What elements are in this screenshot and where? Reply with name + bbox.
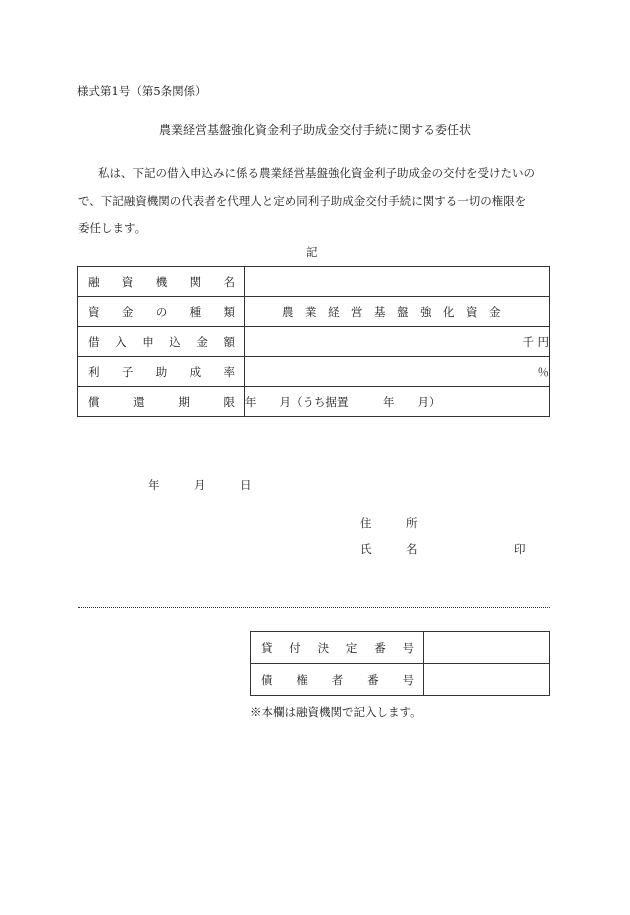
table-row bbox=[251, 664, 550, 696]
value-char: 業 bbox=[305, 304, 328, 319]
label-char: 債 bbox=[261, 672, 273, 687]
fund-type-label bbox=[78, 297, 245, 327]
label-char: 限 bbox=[223, 394, 235, 409]
ki-heading: 記 bbox=[306, 245, 318, 259]
label-char: 借 bbox=[88, 334, 100, 349]
label-char: 貸 bbox=[261, 640, 273, 655]
label-char: 番 bbox=[374, 640, 386, 655]
label-char: 種 bbox=[189, 304, 202, 319]
form-number: 様式第1号（第5条関係） bbox=[77, 84, 207, 98]
subsidy-rate-field[interactable]: ％ bbox=[245, 357, 550, 387]
body-line-3: 委任します。 bbox=[78, 221, 147, 235]
label-char: 融 bbox=[88, 274, 100, 289]
label-char: 申 bbox=[142, 334, 154, 349]
creditor-number-field[interactable] bbox=[424, 664, 550, 696]
date-field[interactable]: 年 月 日 bbox=[148, 478, 252, 492]
label-char: 名 bbox=[223, 274, 235, 289]
repayment-term-label bbox=[78, 387, 245, 417]
table-row bbox=[78, 327, 550, 357]
loan-decision-table bbox=[250, 631, 550, 696]
value-char: 営 bbox=[351, 304, 374, 319]
label-char: 期 bbox=[178, 394, 190, 409]
loan-info-table bbox=[77, 266, 550, 417]
label-char: 決 bbox=[317, 640, 330, 655]
label-char: 者 bbox=[331, 672, 344, 687]
body-line-2: で、下記融資機関の代表者を代理人と定め同利子助成金交付手続に関する一切の権限を bbox=[78, 193, 527, 208]
fund-type-value bbox=[245, 297, 550, 327]
label-char: 関 bbox=[189, 274, 202, 289]
label-char: 資 bbox=[88, 304, 100, 319]
label-char: 番 bbox=[367, 672, 379, 687]
label-char: 込 bbox=[169, 334, 181, 349]
label-char: 号 bbox=[402, 640, 414, 655]
label-char: 金 bbox=[121, 304, 134, 319]
label-char: 償 bbox=[88, 394, 100, 409]
loan-amount-label bbox=[78, 327, 245, 357]
label-char: の bbox=[155, 304, 168, 319]
financial-institution-label bbox=[78, 267, 245, 297]
footnote: ※本欄は融資機関で記入します。 bbox=[250, 705, 422, 719]
value-char: 資 bbox=[466, 304, 489, 319]
label-char: 額 bbox=[223, 334, 235, 349]
loan-amount-field[interactable]: 千 円 bbox=[245, 327, 550, 357]
cut-line-divider bbox=[78, 607, 550, 608]
label-char: 利 bbox=[88, 364, 100, 379]
label-char: 率 bbox=[223, 364, 235, 379]
label-char: 成 bbox=[189, 364, 202, 379]
document-title: 農業経営基盤強化資金利子助成金交付手続に関する委任状 bbox=[158, 123, 471, 137]
table-row bbox=[78, 387, 550, 417]
table-row bbox=[251, 632, 550, 664]
label-char: 機 bbox=[155, 274, 168, 289]
value-char: 強 bbox=[420, 304, 443, 319]
label-char: 入 bbox=[115, 334, 127, 349]
table-row bbox=[78, 267, 550, 297]
value-char: 農 bbox=[282, 304, 305, 319]
value-char: 基 bbox=[374, 304, 397, 319]
seal-mark: 印 bbox=[514, 542, 526, 556]
value-char: 化 bbox=[443, 304, 466, 319]
body-paragraph bbox=[78, 160, 568, 243]
label-char: 類 bbox=[223, 304, 235, 319]
creditor-number-label bbox=[251, 664, 424, 696]
value-char: 盤 bbox=[397, 304, 420, 319]
body-line-1: 私は、下記の借入申込みに係る農業経営基盤強化資金利子助成金の交付を受けたいの bbox=[98, 166, 535, 180]
label-char: 子 bbox=[121, 364, 134, 379]
label-char: 資 bbox=[121, 274, 134, 289]
value-char: 金 bbox=[489, 304, 512, 319]
table-row bbox=[78, 357, 550, 387]
label-char: 定 bbox=[345, 640, 358, 655]
repayment-term-field[interactable]: 年 月（うち据置 年 月） bbox=[245, 387, 550, 417]
loan-decision-number-label bbox=[251, 632, 424, 664]
label-char: 助 bbox=[155, 364, 168, 379]
subsidy-rate-label bbox=[78, 357, 245, 387]
label-char: 権 bbox=[296, 672, 308, 687]
label-char: 付 bbox=[289, 640, 301, 655]
address-label: 住 所 bbox=[360, 516, 418, 530]
value-char: 経 bbox=[328, 304, 351, 319]
label-char: 号 bbox=[402, 672, 414, 687]
label-char: 金 bbox=[196, 334, 208, 349]
loan-decision-number-field[interactable] bbox=[424, 632, 550, 664]
table-row bbox=[78, 297, 550, 327]
financial-institution-field[interactable] bbox=[245, 267, 550, 297]
name-label: 氏 名 bbox=[360, 542, 418, 556]
label-char: 還 bbox=[133, 394, 145, 409]
